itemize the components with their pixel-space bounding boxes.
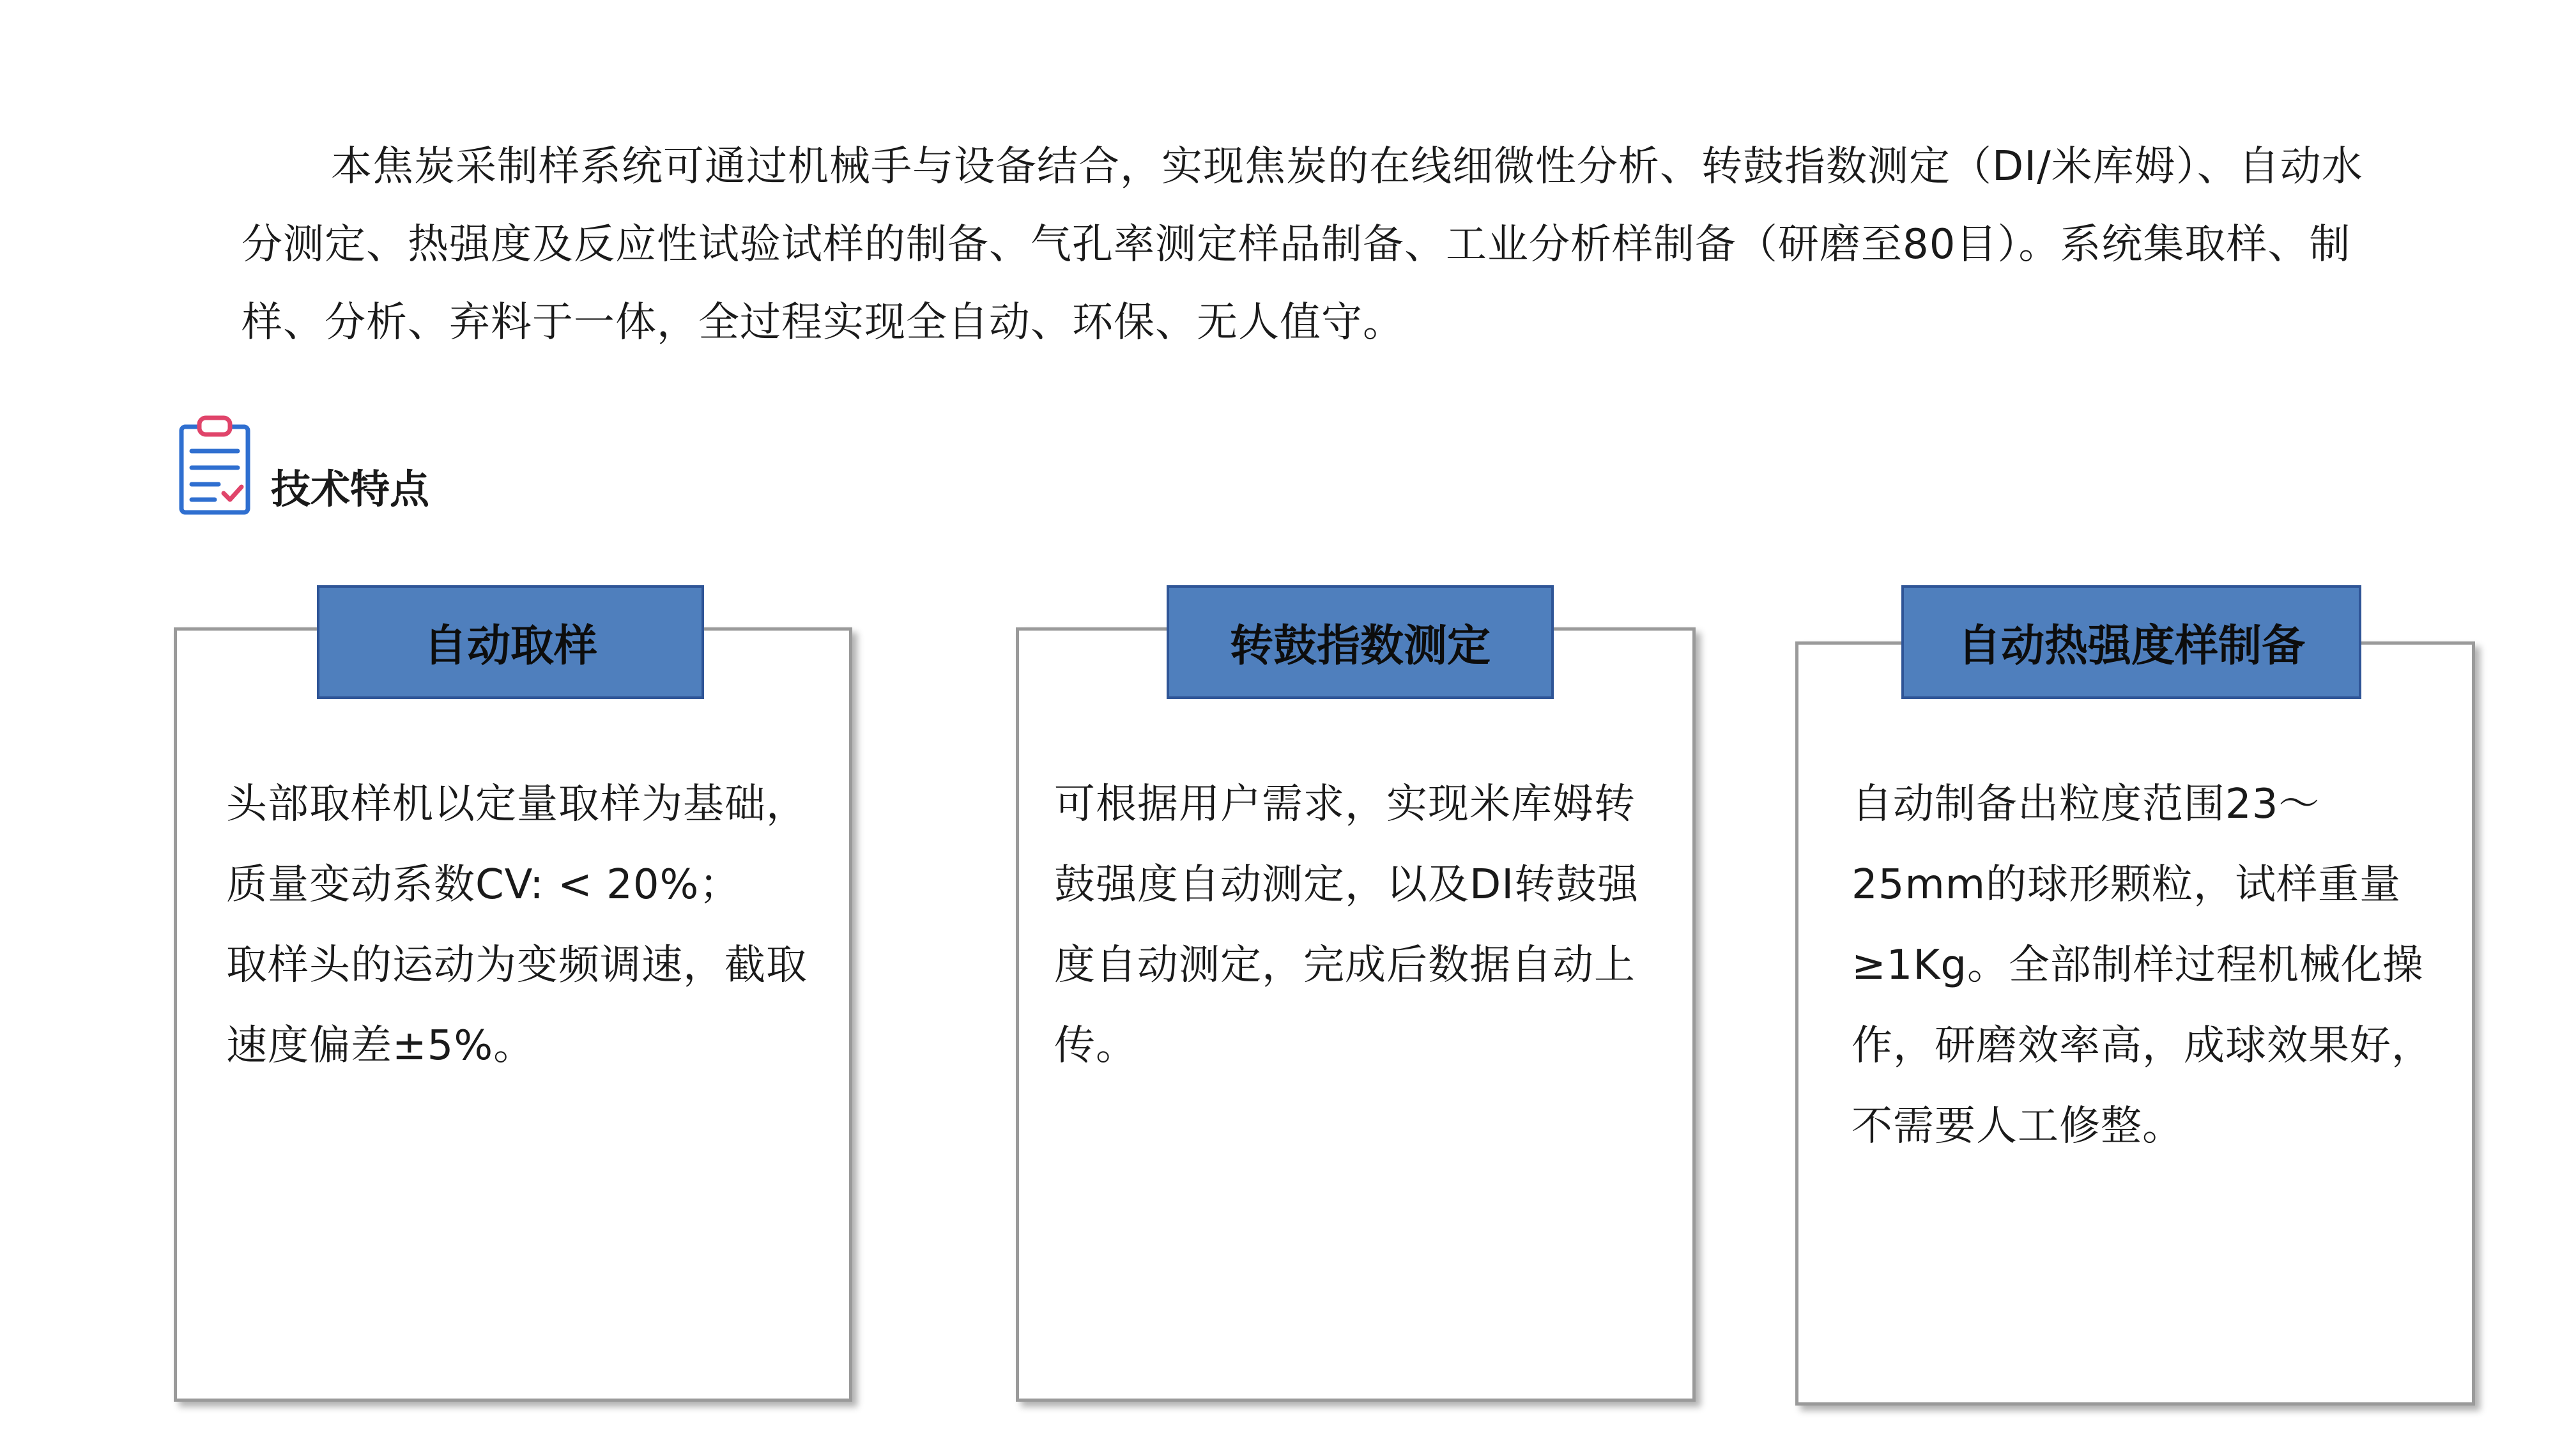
feature-tab-hot-strength: 自动热强度样制备 (1901, 585, 2361, 699)
clipboard-check-icon (178, 414, 252, 516)
feature-tab-auto-sampling: 自动取样 (317, 585, 704, 699)
intro-paragraph: 本焦炭采制样系统可通过机械手与设备结合，实现焦炭的在线细微性分析、转鼓指数测定（DI/米库姆）、自动水分测定、热强度及反应性试验试样的制备、气孔率测定样品制备、工业分析样制备（研磨至80目）。系统集取样、制样、分析、弃料于一体，全过程实现全自动、环保、无人值守。 (241, 143, 2363, 346)
feature-text-auto-sampling: 头部取样机以定量取样为基础， 质量变动系数CV: < 20%； 取样头的运动为变频调速，截取速度偏差±5%。 (226, 781, 808, 1070)
feature-text-drum-index: 可根据用户需求，实现米库姆转鼓强度自动测定，以及DI转鼓强度自动测定，完成后数据自动上传。 (1054, 781, 1639, 1070)
section-title: 技术特点 (271, 466, 430, 512)
feature-text-hot-strength: 自动制备出粒度范围23～25mm的球形颗粒，试样重量≥1Kg。全部制样过程机械化操作，研磨效率高，成球效果好，不需要人工修整。 (1851, 781, 2433, 1150)
feature-tab-drum-index: 转鼓指数测定 (1167, 585, 1554, 699)
